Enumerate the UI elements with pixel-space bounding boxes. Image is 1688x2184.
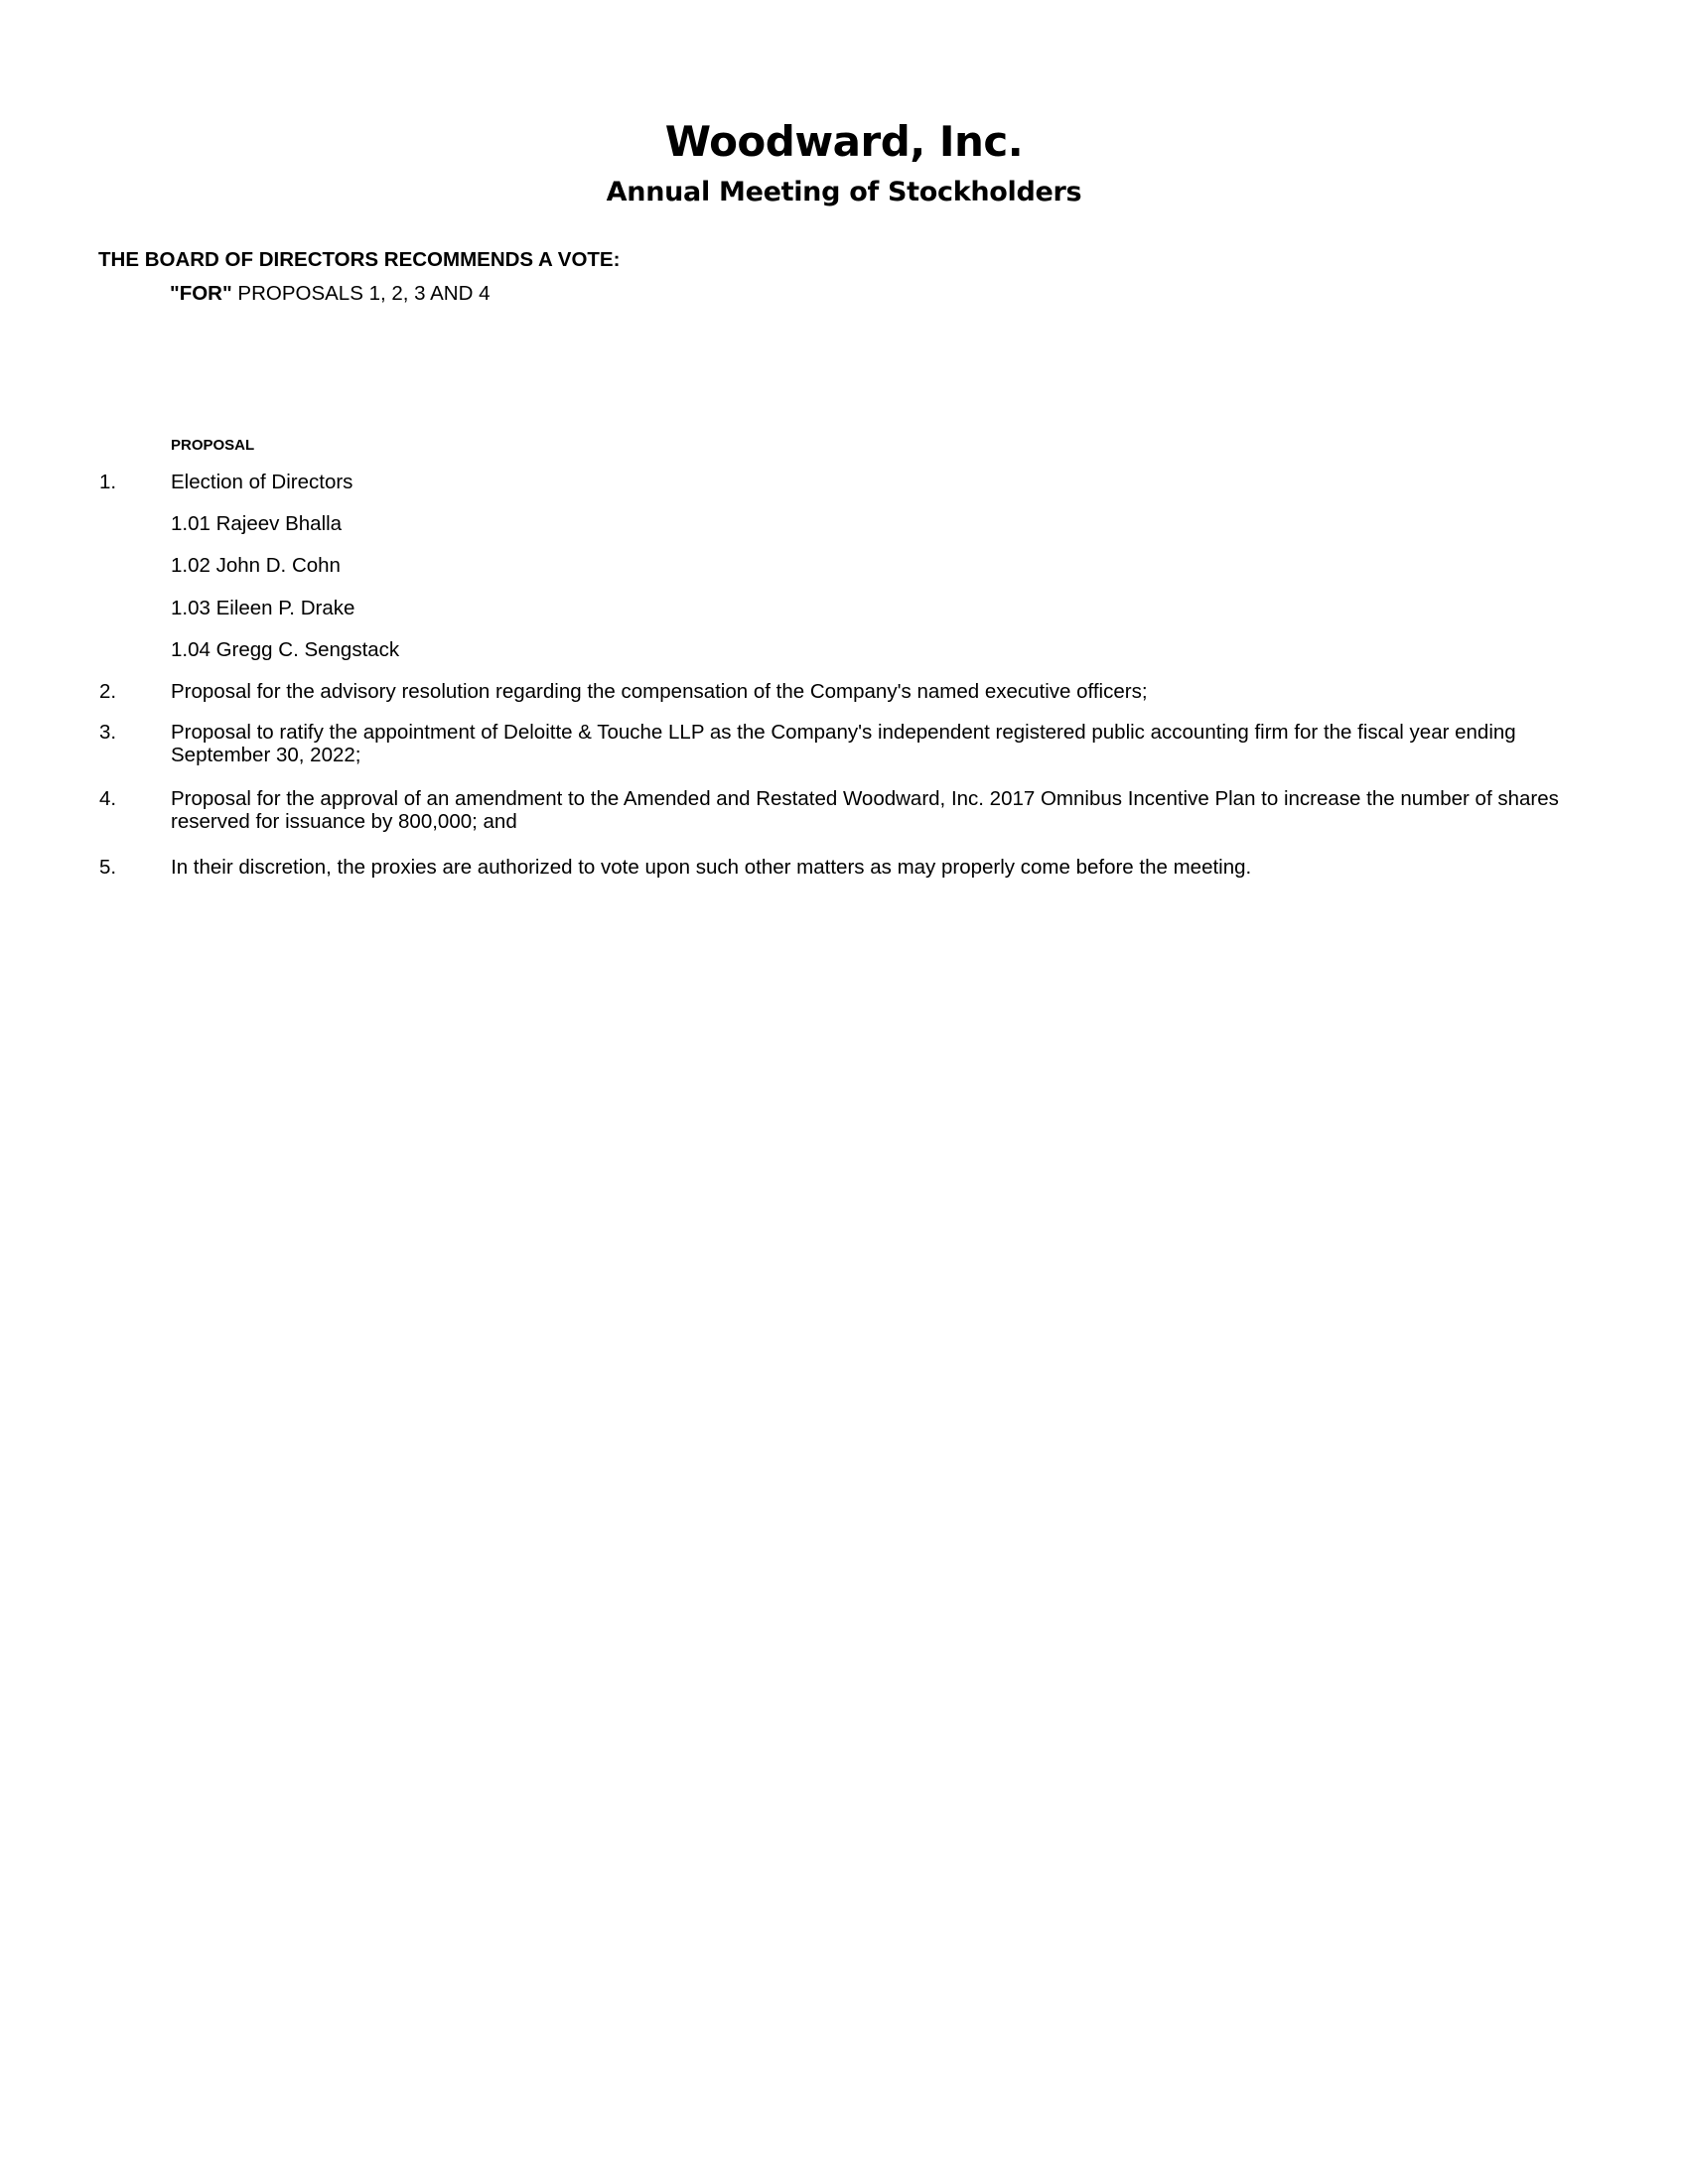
proposal-number: 3. <box>99 721 117 744</box>
proposal-number: 4. <box>99 787 117 810</box>
director-item: 1.03 Eileen P. Drake <box>171 597 355 619</box>
board-recommendation-heading: THE BOARD OF DIRECTORS RECOMMENDS A VOTE: <box>98 248 621 271</box>
proposal-text: In their discretion, the proxies are authorized to vote upon such other matters as may properly come before the meeting. <box>171 856 1252 879</box>
proposal-number: 1. <box>99 471 117 493</box>
director-item: 1.01 Rajeev Bhalla <box>171 512 343 535</box>
proposal-text: Proposal for the approval of an amendment to the Amended and Restated Woodward, Inc. 2017 Omnibus Incentive Plan to increase the number of shares reserved for issuance by 800,000; and <box>171 787 1559 833</box>
proposal-text: Election of Directors <box>171 471 353 493</box>
proposal-text: Proposal to ratify the appointment of Deloitte & Touche LLP as the Company's independent registered public accounting firm for the fiscal year ending September 30, 2022; <box>171 721 1516 766</box>
meeting-subtitle: Annual Meeting of Stockholders <box>606 177 1082 207</box>
proposal-text: Proposal for the advisory resolution regarding the compensation of the Company's named executive officers; <box>171 680 1148 703</box>
director-item: 1.04 Gregg C. Sengstack <box>171 638 400 661</box>
for-proposals-text: PROPOSALS 1, 2, 3 AND 4 <box>231 282 491 305</box>
proposal-number: 2. <box>99 680 117 703</box>
proposal-column-header: PROPOSAL <box>171 437 255 454</box>
for-label: "FOR" <box>170 282 232 305</box>
company-title: Woodward, Inc. <box>664 117 1024 166</box>
director-item: 1.02 John D. Cohn <box>171 554 341 577</box>
recommendation-line <box>170 282 491 306</box>
proposal-number: 5. <box>99 856 117 879</box>
